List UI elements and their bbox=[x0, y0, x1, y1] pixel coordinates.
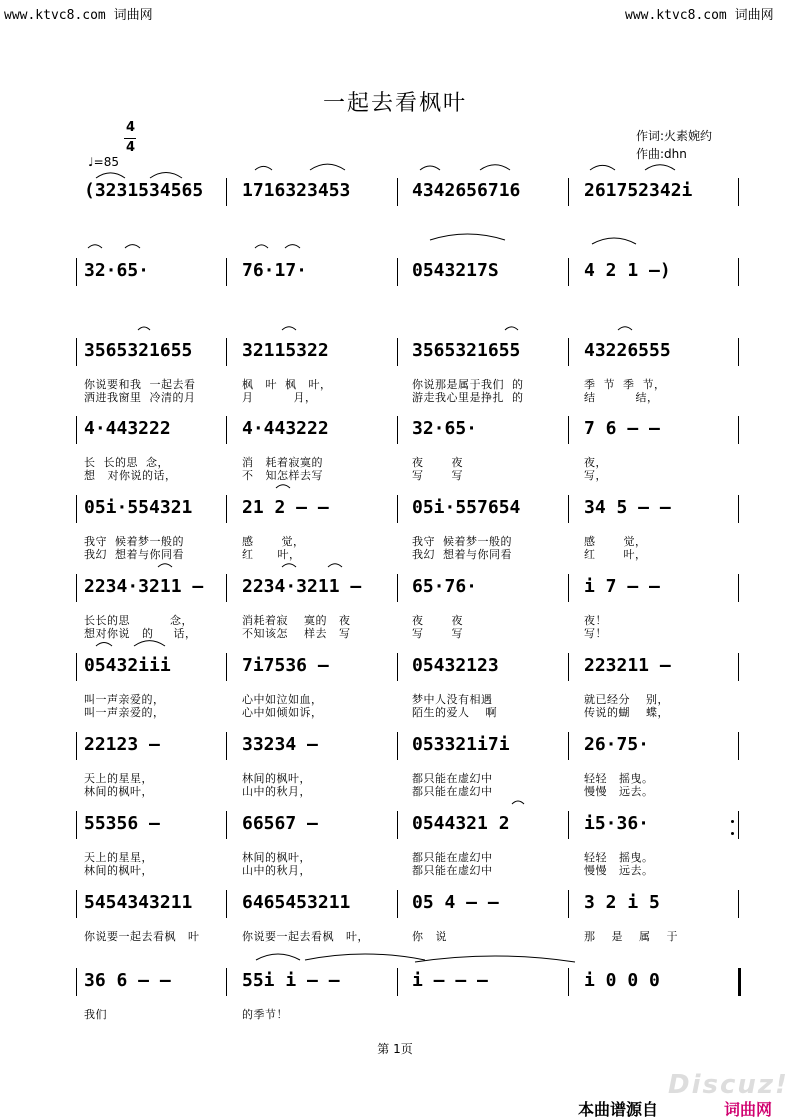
slur bbox=[125, 245, 140, 248]
measure: 43226555 bbox=[584, 340, 671, 361]
lyric: 写 写 bbox=[412, 469, 463, 482]
lyric: 心中如倾如诉， bbox=[242, 706, 323, 719]
composer-credit: 作曲:dhn bbox=[636, 147, 687, 161]
lyric: 传说的蝴 蝶， bbox=[584, 706, 669, 719]
lyric: 月 月， bbox=[242, 391, 317, 404]
lyric: 的季节！ bbox=[242, 1008, 288, 1021]
slur bbox=[592, 238, 636, 244]
slur bbox=[415, 956, 575, 962]
lyric: 你说要和我 一起去看 bbox=[84, 378, 196, 391]
slur bbox=[430, 234, 505, 240]
measure: 05432iii bbox=[84, 655, 171, 676]
footer-source-text: 本曲谱源自 bbox=[578, 1100, 659, 1119]
slur bbox=[645, 165, 675, 170]
site-header-left: www.ktvc8.com 词曲网 bbox=[4, 8, 153, 23]
measure: 053321i7i bbox=[412, 734, 510, 755]
lyric: 感 觉， bbox=[584, 535, 647, 548]
slur bbox=[256, 954, 300, 960]
lyric: 不知该怎 样去 写 bbox=[242, 627, 351, 640]
measure: 66567 – bbox=[242, 813, 318, 834]
lyric: 夜 夜 bbox=[412, 456, 463, 469]
lyric: 我幻 想着与你同看 bbox=[84, 548, 184, 561]
slur bbox=[310, 164, 345, 170]
lyric: 枫 叶 枫 叶， bbox=[242, 378, 332, 391]
measure: 0543217S bbox=[412, 260, 499, 281]
measure: 7 6 – – bbox=[584, 418, 660, 439]
measure: 05i·554321 bbox=[84, 497, 193, 518]
lyric: 慢慢 远去。 bbox=[584, 864, 654, 877]
lyric: 就已经分 别， bbox=[584, 693, 669, 706]
measure: 4·443222 bbox=[84, 418, 171, 439]
measure: 76·17· bbox=[242, 260, 308, 281]
measure: 33234 – bbox=[242, 734, 318, 755]
measure: 0544321 2 bbox=[412, 813, 510, 834]
measure: 22123 – bbox=[84, 734, 160, 755]
measure: i – – – bbox=[412, 970, 488, 991]
lyric: 天上的星星， bbox=[84, 772, 153, 785]
footer-logo[interactable]: 词曲网 bbox=[724, 1100, 773, 1119]
measure: 55i i – – bbox=[242, 970, 340, 991]
measure: 1716323453 bbox=[242, 180, 351, 201]
measure: 4 2 1 –) bbox=[584, 260, 671, 281]
lyric: 林间的枫叶， bbox=[242, 851, 311, 864]
lyric: 你说要一起去看枫 叶 bbox=[84, 930, 200, 943]
measure: 34 5 – – bbox=[584, 497, 671, 518]
slur bbox=[512, 801, 524, 804]
lyric: 不 知怎样去写 bbox=[242, 469, 323, 482]
measure: 3 2 i 5 bbox=[584, 892, 660, 913]
slur bbox=[134, 641, 165, 646]
measure: 2234·3211 – bbox=[242, 576, 362, 597]
measure: i5·36· bbox=[584, 813, 650, 834]
site-header-right: www.ktvc8.com 词曲网 bbox=[625, 8, 774, 23]
slur bbox=[305, 954, 425, 960]
lyric: 长 长的思 念， bbox=[84, 456, 169, 469]
slur bbox=[480, 165, 510, 170]
time-signature-top: 4 bbox=[126, 120, 136, 135]
slur bbox=[505, 327, 518, 330]
measure: 55356 – bbox=[84, 813, 160, 834]
lyric: 慢慢 远去。 bbox=[584, 785, 654, 798]
measure: i 0 0 0 bbox=[584, 970, 660, 991]
slur bbox=[158, 564, 172, 567]
measure: 2234·3211 – bbox=[84, 576, 204, 597]
lyric: 轻轻 摇曳。 bbox=[584, 851, 654, 864]
lyric: 林间的枫叶， bbox=[84, 864, 153, 877]
tempo-marking: ♩=85 bbox=[88, 155, 119, 169]
lyric: 都只能在虚幻中 bbox=[412, 772, 493, 785]
lyric: 长长的思 念， bbox=[84, 614, 193, 627]
lyric: 都只能在虚幻中 bbox=[412, 851, 493, 864]
measure: 7i7536 – bbox=[242, 655, 329, 676]
measure: 4342656716 bbox=[412, 180, 521, 201]
lyric: 我幻 想着与你同看 bbox=[412, 548, 512, 561]
lyric: 夜 夜 bbox=[412, 614, 463, 627]
lyric: 陌生的爱人 啊 bbox=[412, 706, 497, 719]
slur bbox=[255, 245, 268, 248]
lyric: 想 对你说的话， bbox=[84, 469, 177, 482]
lyric: 消 耗着寂寞的 bbox=[242, 456, 323, 469]
lyric: 你说那是属于我们 的 bbox=[412, 378, 524, 391]
slur bbox=[285, 245, 300, 248]
slur bbox=[96, 173, 125, 178]
lyric: 心中如泣如血， bbox=[242, 693, 323, 706]
measure: 32·65· bbox=[84, 260, 150, 281]
measure: 223211 – bbox=[584, 655, 671, 676]
slur bbox=[138, 327, 150, 330]
measure: 26·75· bbox=[584, 734, 650, 755]
lyric: 叫一声亲爱的， bbox=[84, 706, 165, 719]
lyric: 天上的星星， bbox=[84, 851, 153, 864]
watermark-logo: Discuz! bbox=[668, 1070, 789, 1100]
slur bbox=[282, 564, 296, 567]
measure: 5454343211 bbox=[84, 892, 193, 913]
lyric: 我守 候着梦一般的 bbox=[84, 535, 184, 548]
slur bbox=[618, 327, 632, 330]
measure: 05 4 – – bbox=[412, 892, 499, 913]
slur bbox=[88, 245, 102, 248]
lyric: 季 节 季 节， bbox=[584, 378, 666, 391]
measure: 05432123 bbox=[412, 655, 499, 676]
measure: 21 2 – – bbox=[242, 497, 329, 518]
page-number: 第 1页 bbox=[377, 1042, 413, 1056]
lyric: 梦中人没有相遇 bbox=[412, 693, 493, 706]
lyric: 游走我心里是挣扎 的 bbox=[412, 391, 524, 404]
lyric: 消耗着寂 寞的 夜 bbox=[242, 614, 351, 627]
song-title: 一起去看枫叶 bbox=[322, 91, 467, 116]
measure: 4·443222 bbox=[242, 418, 329, 439]
slur bbox=[282, 327, 296, 330]
lyric: 夜！ bbox=[584, 614, 607, 627]
slur bbox=[276, 485, 290, 488]
lyric: 你 说 bbox=[412, 930, 447, 943]
lyric: 红 叶， bbox=[242, 548, 301, 561]
lyric: 都只能在虚幻中 bbox=[412, 864, 493, 877]
slur bbox=[590, 165, 615, 170]
measure: 3565321655 bbox=[412, 340, 521, 361]
slur bbox=[96, 643, 112, 647]
measure: 261752342i bbox=[584, 180, 693, 201]
slur bbox=[328, 564, 342, 567]
time-signature-bottom: 4 bbox=[126, 140, 136, 155]
measure: 6465453211 bbox=[242, 892, 351, 913]
measure: 05i·557654 bbox=[412, 497, 521, 518]
lyric: 写， bbox=[584, 469, 607, 482]
measure: (3231534565 bbox=[84, 180, 204, 201]
slur bbox=[150, 173, 182, 179]
lyric: 都只能在虚幻中 bbox=[412, 785, 493, 798]
measure: 32·65· bbox=[412, 418, 478, 439]
lyric: 林间的枫叶， bbox=[84, 785, 153, 798]
lyric: 感 觉， bbox=[242, 535, 305, 548]
measure: 36 6 – – bbox=[84, 970, 171, 991]
lyric: 想对你说 的 话， bbox=[84, 627, 197, 640]
lyricist-credit: 作词:火素婉约 bbox=[636, 129, 713, 143]
slur bbox=[255, 166, 272, 170]
lyric: 我守 候着梦一般的 bbox=[412, 535, 512, 548]
lyric: 你说要一起去看枫 叶， bbox=[242, 930, 369, 943]
measure: i 7 – – bbox=[584, 576, 660, 597]
lyric: 夜， bbox=[584, 456, 607, 469]
lyric: 写！ bbox=[584, 627, 607, 640]
lyric: 结 结， bbox=[584, 391, 659, 404]
lyric: 叫一声亲爱的， bbox=[84, 693, 165, 706]
measure: 65·76· bbox=[412, 576, 478, 597]
slur bbox=[420, 166, 440, 170]
lyric: 红 叶， bbox=[584, 548, 647, 561]
lyric: 轻轻 摇曳。 bbox=[584, 772, 654, 785]
lyric: 我们 bbox=[84, 1008, 107, 1021]
lyric: 洒进我窗里 冷清的月 bbox=[84, 391, 196, 404]
lyric: 山中的秋月， bbox=[242, 785, 311, 798]
measure: 3565321655 bbox=[84, 340, 193, 361]
lyric: 写 写 bbox=[412, 627, 463, 640]
measure: 32115322 bbox=[242, 340, 329, 361]
lyric: 那 是 属 于 bbox=[584, 930, 678, 943]
lyric: 林间的枫叶， bbox=[242, 772, 311, 785]
lyric: 山中的秋月， bbox=[242, 864, 311, 877]
